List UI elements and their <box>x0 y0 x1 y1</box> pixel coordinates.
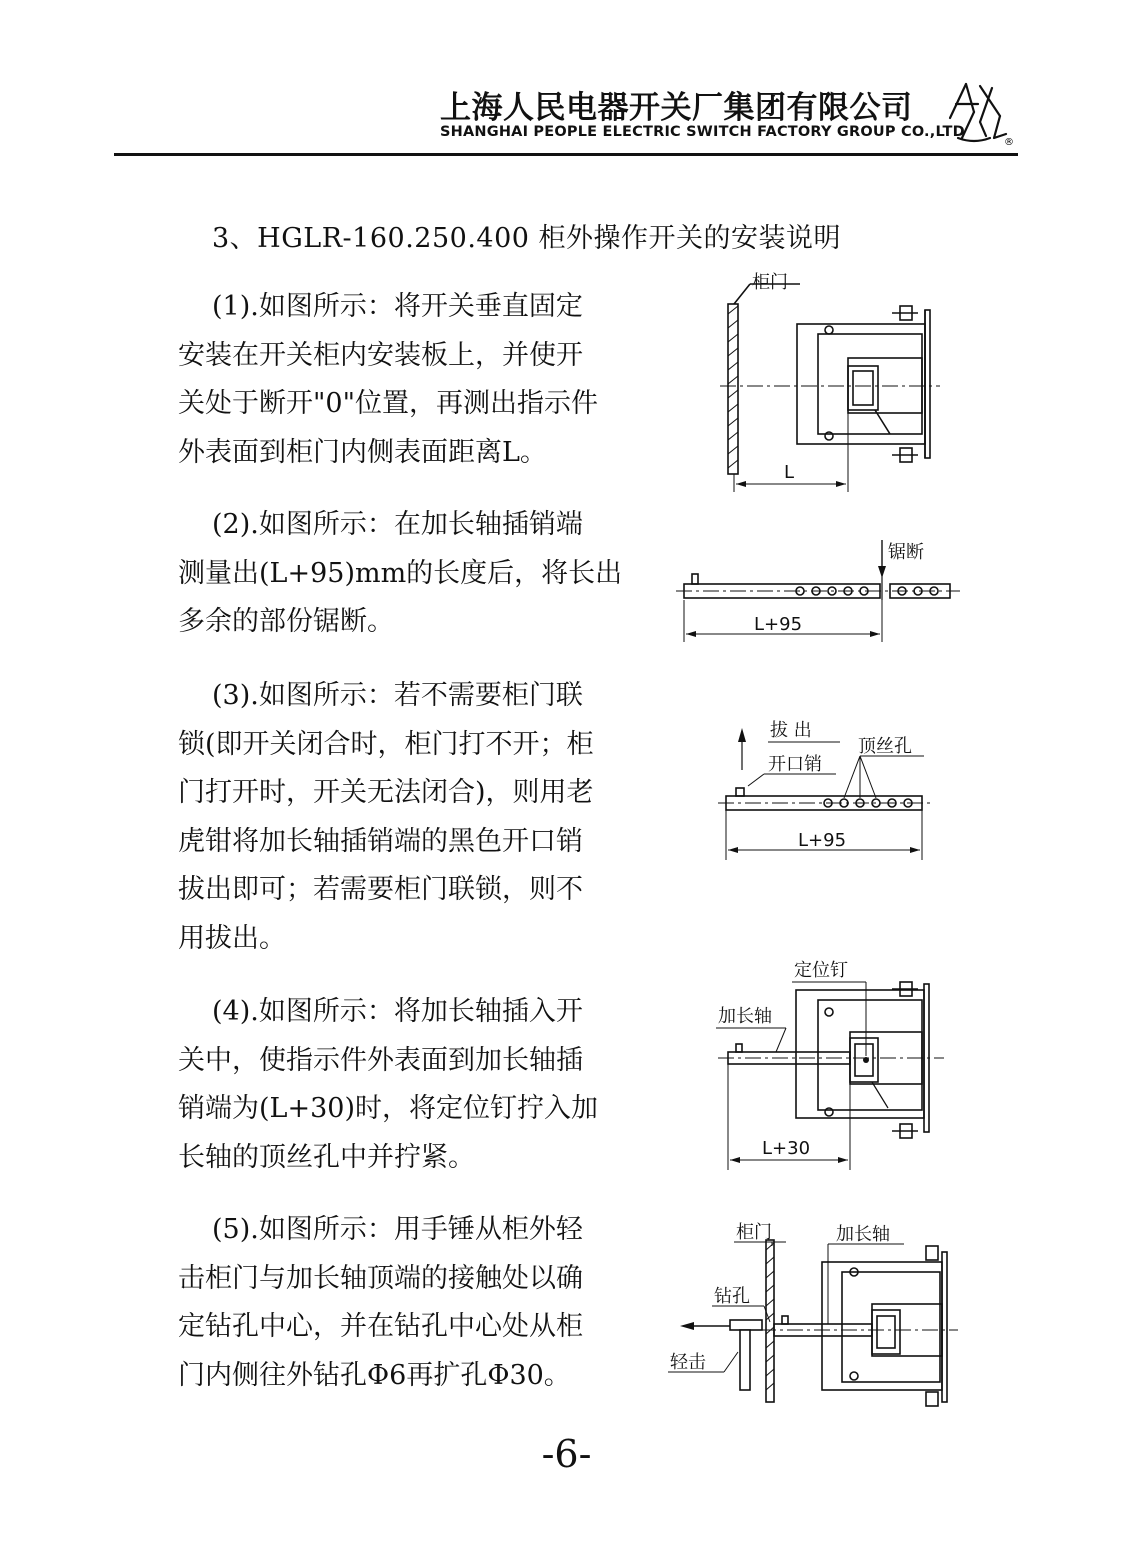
tap-label: 轻击 <box>670 1352 706 1373</box>
dimension-label: L+30 <box>762 1138 811 1159</box>
step-2 <box>178 501 648 647</box>
step-4 <box>178 988 648 1182</box>
locating-screw <box>863 1057 869 1063</box>
company-name-cn: 上海人民电器开关厂集团有限公司 <box>440 90 913 126</box>
set-screw-hole-label: 顶丝孔 <box>858 736 912 757</box>
step-4-line: (4).如图所示：将加长轴插入开 <box>212 996 583 1027</box>
step-2-line: 测量出(L+95)mm的长度后，将长出 <box>178 557 623 589</box>
step-1-line: 安装在开关柜内安装板上，并使开 <box>178 339 583 371</box>
drill-label: 钻孔 <box>714 1286 750 1307</box>
step-4-line: 长轴的顶丝孔中并拧紧。 <box>178 1141 475 1173</box>
step-4-line: 关中，使指示件外表面到加长轴插 <box>178 1044 583 1076</box>
step-1-line: (1).如图所示：将开关垂直固定 <box>212 291 583 322</box>
company-logo <box>944 78 1020 148</box>
header-rule <box>114 153 1018 156</box>
step-5-line: 定钻孔中心，并在钻孔中心处从柜 <box>178 1311 583 1342</box>
page-number: -6- <box>541 1432 592 1476</box>
dimension-label: L <box>784 462 795 483</box>
section-title: 3、HGLR-160.250.400 柜外操作开关的安装说明 <box>212 223 842 254</box>
step-3-line: (3).如图所示：若不需要柜门联 <box>212 680 583 711</box>
step-1-line: 关处于断开"0"位置，再测出指示件 <box>178 388 599 419</box>
drill-arrow <box>680 1322 694 1330</box>
door-label: 柜门 <box>736 1222 772 1243</box>
locating-screw-label: 定位钉 <box>794 960 848 981</box>
figure-2-saw-shaft <box>670 530 970 650</box>
hammer-icon <box>730 1320 762 1390</box>
registered-mark: ® <box>1004 137 1014 148</box>
step-5-line: 门内侧往外钻孔Φ6再扩孔Φ30。 <box>178 1359 571 1391</box>
figure-3-split-pin <box>712 710 952 870</box>
extension-shaft-label: 加长轴 <box>718 1006 772 1027</box>
dimension-label: L+95 <box>798 830 847 851</box>
step-5-line: (5).如图所示：用手锤从柜外轻 <box>212 1214 583 1245</box>
step-4-line: 销端为(L+30)时，将定位钉拧入加 <box>178 1093 598 1124</box>
step-3 <box>178 672 648 963</box>
extension-shaft-label: 加长轴 <box>836 1224 890 1245</box>
cabinet-door <box>728 304 738 474</box>
step-5-line: 击柜门与加长轴顶端的接触处以确 <box>178 1262 583 1294</box>
company-name-en: SHANGHAI PEOPLE ELECTRIC SWITCH FACTORY GROUP CO.,LTD <box>440 124 965 140</box>
pull-out-label: 拔 出 <box>770 720 812 741</box>
figure-1-switch-measure <box>700 262 970 502</box>
split-pin <box>736 788 744 796</box>
step-2-line: (2).如图所示：在加长轴插销端 <box>212 509 583 540</box>
saw-label: 锯断 <box>888 542 924 563</box>
step-3-line: 虎钳将加长轴插销端的黑色开口销 <box>178 825 583 857</box>
step-3-line: 拔出即可；若需要柜门联锁，则不 <box>178 874 583 905</box>
step-3-line: 锁(即开关闭合时，柜门打不开；柜 <box>178 728 594 760</box>
split-pin-label: 开口销 <box>768 754 822 775</box>
figure-5-drill-door <box>664 1212 964 1408</box>
step-1 <box>178 283 648 477</box>
dimension-label: L+95 <box>754 614 803 635</box>
step-1-line: 外表面到柜门内侧表面距离L。 <box>178 436 547 468</box>
step-3-line: 用拔出。 <box>178 922 286 954</box>
door-label: 柜门 <box>752 272 788 293</box>
step-3-line: 门打开时，开关无法闭合)，则用老 <box>178 777 594 808</box>
figure-4-insert-shaft <box>712 952 962 1174</box>
page-header <box>0 0 1133 170</box>
step-5 <box>178 1206 648 1400</box>
step-2-line: 多余的部份锯断。 <box>178 606 394 637</box>
